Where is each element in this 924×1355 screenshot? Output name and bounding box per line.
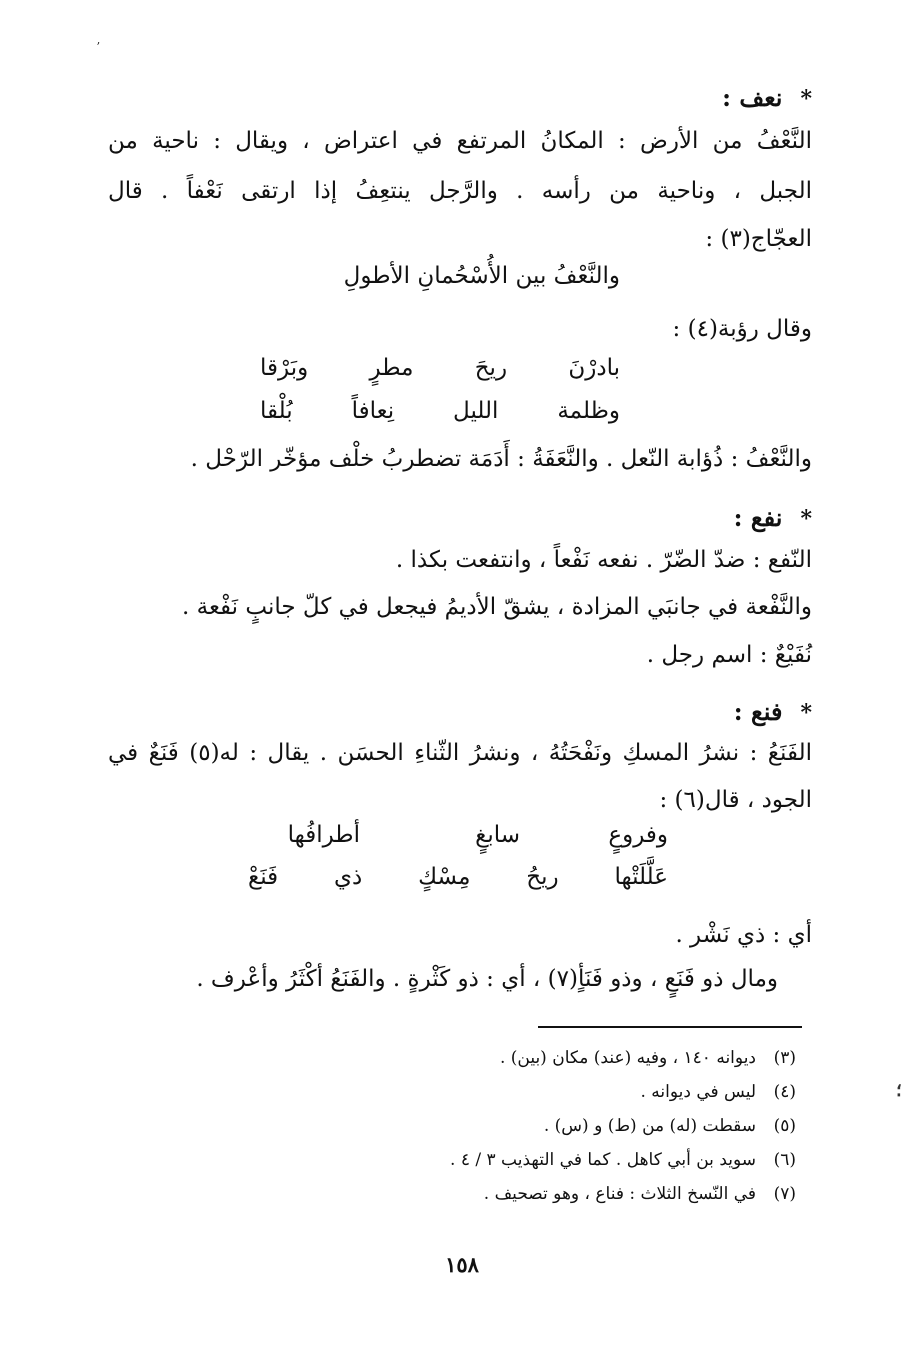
verse-word: أطرافُها <box>287 822 360 848</box>
verse-word: وفروعٍ <box>608 822 668 848</box>
paragraph-line: النَّعْفُ من الأرض : المكانُ المرتفع في اعتراض ، ويقال : ناحية من <box>108 128 812 154</box>
footnote: (٥)سقطت (له) من (ط) و (س) . <box>543 1116 796 1136</box>
verse-line: عَلَّلَتْها ريحُ مِسْكٍ ذي فَنَعْ <box>248 864 668 890</box>
footnote: (٣)ديوانه ١٤٠ ، وفيه (عند) مكان (بين) . <box>499 1048 796 1068</box>
paragraph-line: والنَّفْعة في جانبَي المزادة ، يشقّ الأديمُ فيجعل في كلّ جانبٍ نَفْعة . <box>181 594 812 620</box>
footnote: (٦)سويد بن أبي كاهل . كما في التهذيب ٣ / ٤ . <box>450 1150 796 1170</box>
verse-word: سابغٍ <box>475 822 520 848</box>
verse-line: والنَّعْفُ بين الأُسْحُمانِ الأطولِ <box>343 263 620 289</box>
asterisk-icon: * <box>800 86 812 112</box>
scan-speck: ʼ <box>96 40 100 54</box>
paragraph-line: نُفَيْعٌ : اسم رجل . <box>646 642 812 668</box>
paragraph-line: أي : ذي نَشْر . <box>675 922 812 948</box>
entry-heading-fanaa: *فنع : <box>733 697 812 726</box>
asterisk-icon: * <box>800 700 812 726</box>
paragraph-line: العجّاج(٣) : <box>705 226 812 252</box>
footnote-divider <box>538 1026 802 1028</box>
verse-line: وظلمة الليل نِعافاً بُلْقا <box>260 398 620 424</box>
footnote: (٤)ليس في ديوانه . <box>640 1082 796 1102</box>
paragraph-line: وقال رؤبة(٤) : <box>672 316 812 342</box>
scan-speck: ؛ <box>896 1080 902 1101</box>
asterisk-icon: * <box>800 506 812 532</box>
paragraph-line: والنَّعْفُ : ذُؤابة النّعل . والنَّعَفَةُ : أَدَمَة تضطربُ خلْف مؤخّر الرّحْل . <box>190 446 812 472</box>
paragraph-line: الجود ، قال(٦) : <box>659 787 812 813</box>
entry-heading-nafa: *نفع : <box>733 503 812 532</box>
entry-heading-naaf: *نعف : <box>722 83 812 112</box>
paragraph-line: الجبل ، وناحية من رأسه . والرَّجل ينتعِفُ إذا ارتقى نَعْفاً . قال <box>108 178 812 204</box>
paragraph-line: الفَنَعُ : نشرُ المسكِ ونَفْحَتُهُ ، ونشرُ الثّناءِ الحسَن . يقال : له(٥) فَنَعٌ في <box>108 740 813 766</box>
footnote: (٧)في النّسخ الثلاث : فناع ، وهو تصحيف . <box>483 1184 796 1204</box>
paragraph-line: ومال ذو فَنَعٍ ، وذو فَنَأٍ(٧) ، أي : ذو كَثْرةٍ . والفَنَعُ أكْثَرُ وأعْرف . <box>196 966 778 992</box>
paragraph-line: النّفع : ضدّ الضّرّ . نفعه نَفْعاً ، وانتفعت بكذا . <box>395 547 812 573</box>
page-number: ١٥٨ <box>445 1252 479 1277</box>
verse-line: بادرْنَ ريحَ مطرٍ وبَرْقا <box>260 355 620 381</box>
